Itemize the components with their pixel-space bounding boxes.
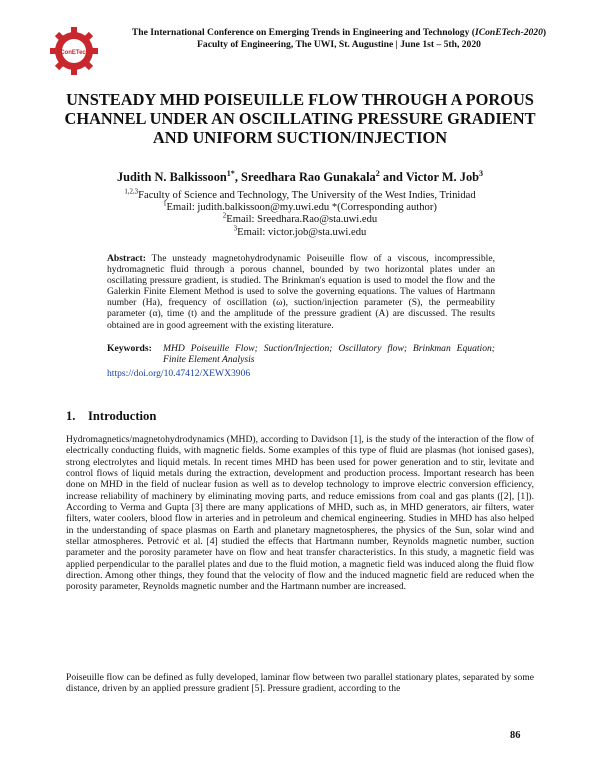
conference-line-1: The International Conference on Emerging Trends in Engineering and Technology (IConETech-2020) (131, 27, 547, 38)
body-paragraph: Poiseuille flow can be defined as fully developed, laminar flow between two parallel stationary plates, separated by some distance, driven by an applied pressure gradient [5]. Pressure gradient, according to the (66, 672, 534, 695)
author-list: Judith N. Balkissoon$^{1*}$, Sreedhara Rao Gunakala$^2$ and Victor M. Job$^3$ (116, 168, 484, 184)
email-line: $^1$Email: judith.balkissoon@my.uwi.edu *(Corresponding author) (163, 200, 437, 214)
paper-title: UNSTEADY MHD POISEUILLE FLOW THROUGH A POROUS CHANNEL UNDER AN OSCILLATING PRESSURE GRADIENT AND UNIFORM SUCTION/INJECTION (64, 90, 536, 147)
conference-line-2: Faculty of Engineering, The UWI, St. Augustine | June 1st – 5th, 2020 (197, 39, 481, 50)
body-paragraph: Hydromagnetics/magnetohydrodynamics (MHD), according to Davidson [1], is the study of the interaction of the flow of electrically conducting fluids, with magnetic fields. Some examples of this type of fluid are plasmas (hot ionised gases), strong electrolytes and liquid metals. In recent times MHD has been used for power generation and to stir, levitate and control flows of liquid metals during the extraction, development and production process. Important research has been done on MHD in the field of nuclear fusion as well as to develop technology to improve electric conversion efficiency, increase reliability of machinery by eliminating moving parts, and reduce emissions from coal and gas plants ([2], [1]). According to Verma and Gupta [3] there are many applications of MHD, such as, in MHD generators, air filters, water filters, water coolers, blood flow in arteries and in petroleum and chemical engineering. Studies in MHD has also helped in the understanding of space plasmas on Earth and planetary magnetospheres, the physics of the Sun, solar wind and stellar atmospheres. Petrović et al. [4] studied the effects that Hartmann number, Reynolds magnetic number, suction parameter and the porosity parameter have on flow and heat transfer characteristics. In this study, a magnetic field was applied perpendicular to the parallel plates and due to the fluid motion, a magnetic field was induced along the fluid flow direction. Among other things, they found that the velocity of flow and the induced magnetic field are reduced when the porosity parameter, Reynolds magnetic number and the Hartmann number are increased. (66, 434, 534, 593)
doi-link[interactable]: https://doi.org/10.47412/XEWX3906 (107, 368, 251, 379)
email-line: $^3$Email: victor.job@sta.uwi.edu (233, 225, 367, 238)
gear-logo-icon (47, 24, 101, 78)
keywords-label: Keywords: (107, 343, 152, 354)
conference-logo (47, 24, 101, 78)
email-line: $^2$Email: Sreedhara.Rao@sta.uwi.edu (222, 212, 378, 226)
abstract-label: Abstract: (107, 253, 146, 264)
author-name: Victor M. Job (405, 170, 480, 184)
abstract (107, 253, 495, 331)
author-name: Judith N. Balkissoon (116, 170, 227, 184)
keywords (107, 343, 495, 365)
affiliation-line: $^{1,2,3}$Faculty of Science and Technology, The University of the West Indies, Trinidad (124, 188, 476, 201)
affiliations (60, 190, 540, 239)
logo-text: IConETech (58, 50, 90, 56)
conference-header (104, 27, 574, 51)
author-name: Sreedhara Rao Gunakala (241, 170, 376, 184)
keywords-text: MHD Poiseuille Flow; Suction/Injection; Oscillatory flow; Brinkman Equation; Finite Element Analysis (163, 343, 495, 366)
section-heading: 1. Introduction (66, 409, 157, 423)
page-number: 86 (510, 730, 521, 741)
abstract-text: The unsteady magnetohydrodynamic Poiseuille flow of a viscous, incompressible, hydromagnetic fluid through a porous channel, bounded by two horizontal plates under an oscillating pressure gradient, is studied. The Brinkman's equation is used to model the flow and the Galerkin Finite Element Method is used to solve the governing equations. The values of Hartmann number (Ha), frequency of oscillation (ω), suction/injection parameter (S), the permeability parameter (α), time (t) and the amplitude of the pressure gradient (A) are discussed. The results obtained are in good agreement with the existing literature. (107, 253, 495, 331)
